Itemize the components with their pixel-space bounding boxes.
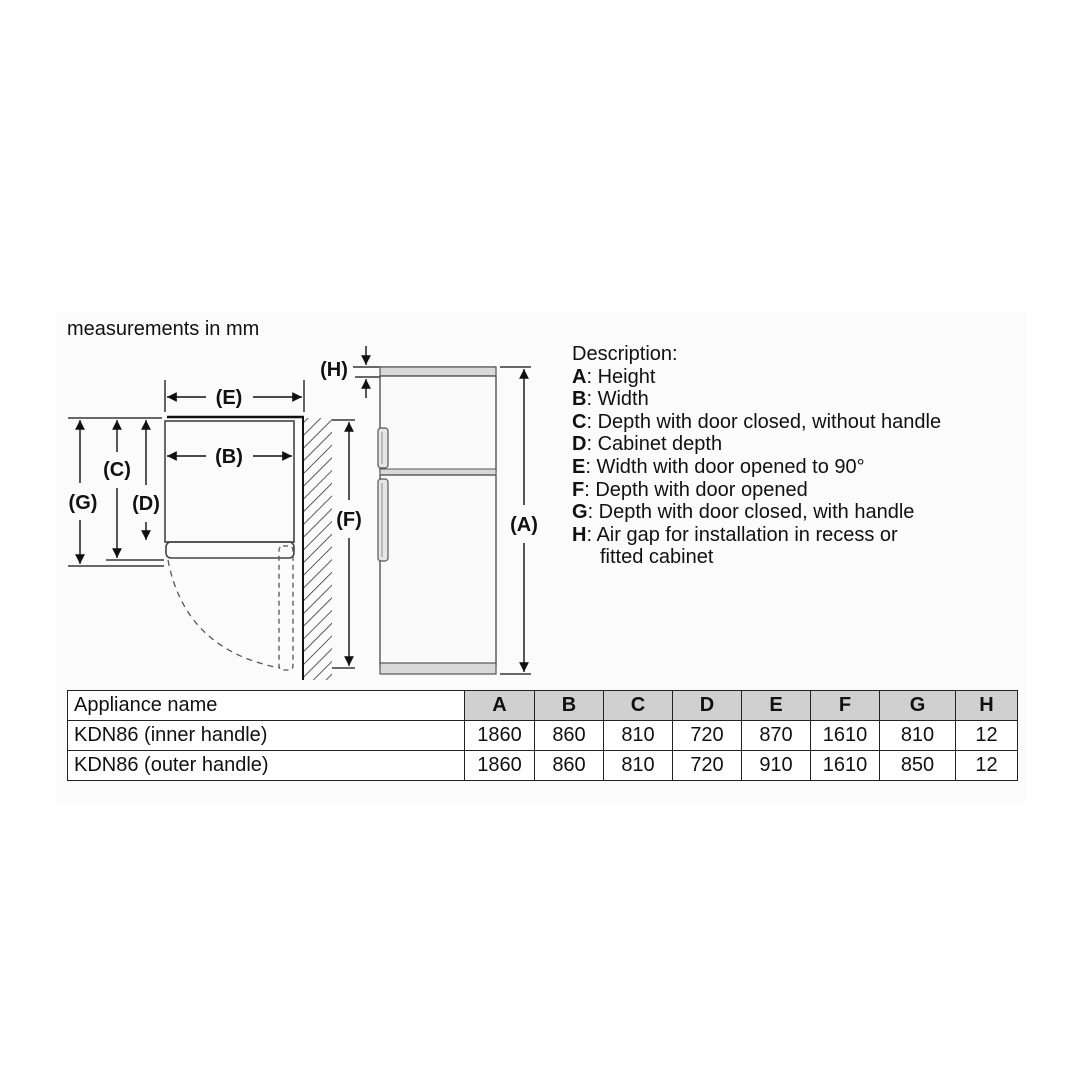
label-e: (E) xyxy=(215,387,243,409)
cell-a: 1860 xyxy=(465,751,535,781)
table-header-row xyxy=(68,691,1018,721)
fridge-base xyxy=(380,663,496,674)
freezer-door xyxy=(380,376,496,472)
cell-g: 850 xyxy=(880,751,956,781)
label-d: (D) xyxy=(132,493,160,515)
label-b: (B) xyxy=(215,446,243,468)
cell-e: 910 xyxy=(742,751,811,781)
cell-h: 12 xyxy=(956,751,1018,781)
cell-d: 720 xyxy=(673,751,742,781)
door-swing-arc xyxy=(168,560,280,668)
door-closed xyxy=(166,542,294,558)
cell-b: 860 xyxy=(535,721,604,751)
label-f: (F) xyxy=(336,509,362,531)
legend-item-e: E: Width with door opened to 90° xyxy=(572,455,865,478)
table-row xyxy=(68,721,1018,751)
cabinet-outline xyxy=(165,421,294,542)
description-legend xyxy=(572,343,941,569)
fridge-handle xyxy=(378,479,388,561)
units-note: measurements in mm xyxy=(67,318,260,340)
fridge-top-cap xyxy=(380,367,496,376)
label-c: (C) xyxy=(103,459,131,481)
legend-item-f: F: Depth with door opened xyxy=(572,478,808,501)
header-d: D xyxy=(673,691,742,721)
cell-f: 1610 xyxy=(811,721,880,751)
table-row xyxy=(68,751,1018,781)
freezer-handle xyxy=(378,428,388,468)
legend-item-b: B: Width xyxy=(572,388,649,411)
cell-b: 860 xyxy=(535,751,604,781)
legend-item-d: D: Cabinet depth xyxy=(572,433,723,456)
cell-c: 810 xyxy=(604,721,673,751)
wall-hatching xyxy=(304,418,332,680)
cell-appliance-name: KDN86 (outer handle) xyxy=(68,751,465,781)
label-a: (A) xyxy=(510,514,538,536)
cell-a: 1860 xyxy=(465,721,535,751)
description-heading: Description: xyxy=(572,343,678,365)
legend-item-a: A: Height xyxy=(572,365,656,388)
header-f: F xyxy=(811,691,880,721)
cell-c: 810 xyxy=(604,751,673,781)
header-b: B xyxy=(535,691,604,721)
header-g: G xyxy=(880,691,956,721)
label-g: (G) xyxy=(68,492,98,514)
cell-h: 12 xyxy=(956,721,1018,751)
cell-d: 720 xyxy=(673,721,742,751)
top-view xyxy=(68,380,362,680)
header-c: C xyxy=(604,691,673,721)
header-a: A xyxy=(465,691,535,721)
legend-item-c: C: Depth with door closed, without handle xyxy=(572,410,942,433)
cell-appliance-name: KDN86 (inner handle) xyxy=(68,721,465,751)
label-h: (H) xyxy=(320,359,348,381)
legend-item-g: G: Depth with door closed, with handle xyxy=(572,501,915,524)
header-e: E xyxy=(742,691,811,721)
cell-g: 810 xyxy=(880,721,956,751)
dimensions-table xyxy=(67,690,1018,781)
header-appliance-name: Appliance name xyxy=(68,691,465,721)
cell-e: 870 xyxy=(742,721,811,751)
cell-f: 1610 xyxy=(811,751,880,781)
fridge-divider xyxy=(380,469,496,475)
door-open xyxy=(279,546,293,670)
legend-item-h-continuation: fitted cabinet xyxy=(600,546,714,569)
header-h: H xyxy=(956,691,1018,721)
legend-item-h: H: Air gap for installation in recess or xyxy=(572,523,898,546)
fridge-door xyxy=(380,475,496,665)
